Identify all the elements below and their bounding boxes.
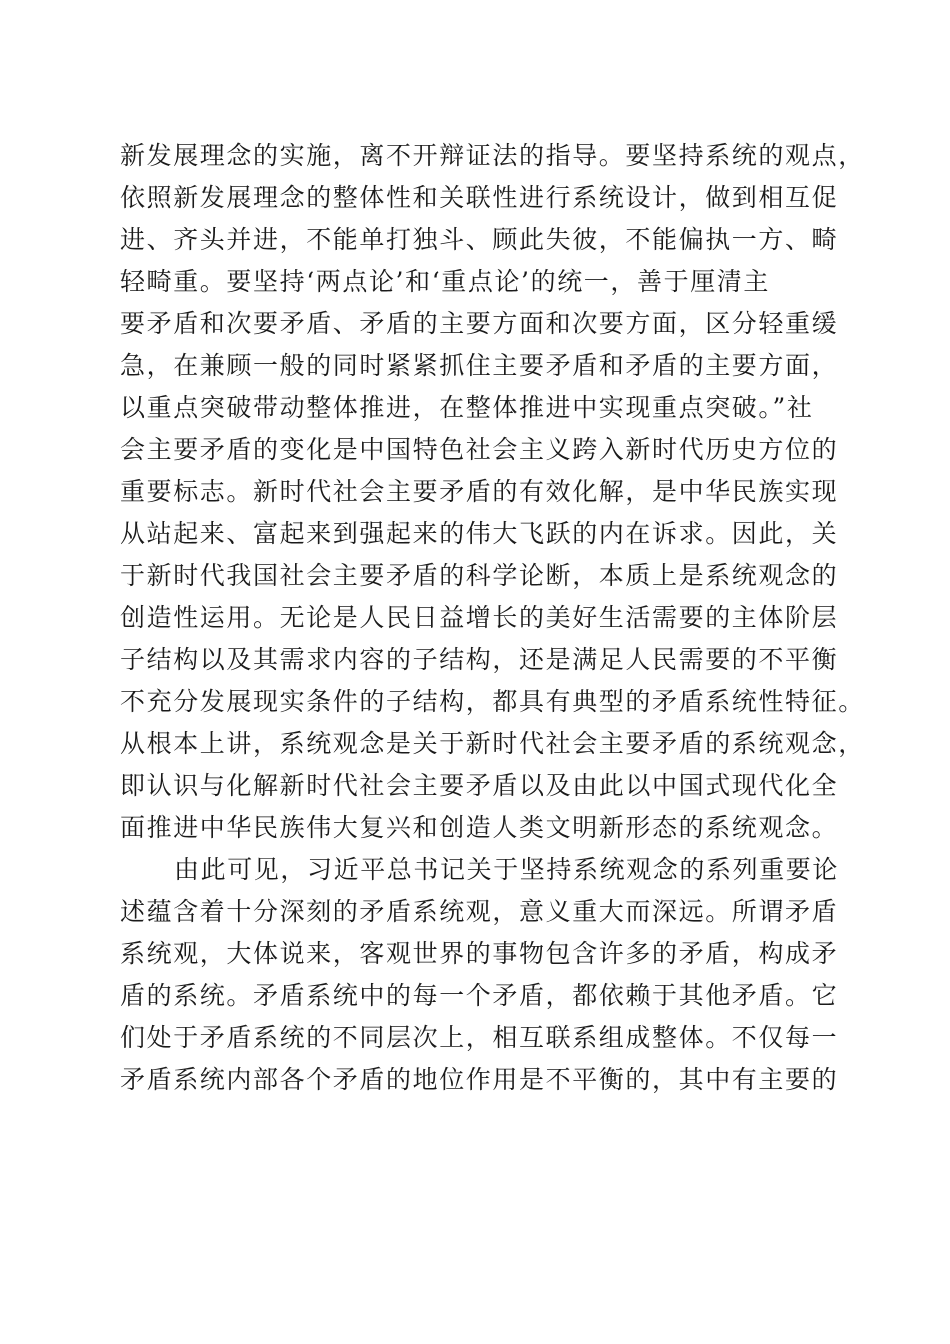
text-line: 不充分发展现实条件的子结构，都具有典型的矛盾系统性特征。 [120,687,865,716]
text-line: 从站起来、富起来到强起来的伟大飞跃的内在诉求。因此，关 [120,519,839,548]
text-line: 以重点突破带动整体推进，在整体推进中实现重点突破。”社 [120,393,814,422]
text-line: 会主要矛盾的变化是中国特色社会主义跨入新时代历史方位的 [120,435,839,464]
text-line: 盾的系统。矛盾系统中的每一个矛盾，都依赖于其他矛盾。它 [120,981,839,1010]
text-line: 即认识与化解新时代社会主要矛盾以及由此以中国式现代化全 [120,771,839,800]
text-line: 重要标志。新时代社会主要矛盾的有效化解，是中华民族实现 [120,477,839,506]
text-line: 从根本上讲，系统观念是关于新时代社会主要矛盾的系统观念， [120,729,865,758]
text-line: 新发展理念的实施，离不开辩证法的指导。要坚持系统的观点， [120,141,865,170]
text-line: 矛盾系统内部各个矛盾的地位作用是不平衡的，其中有主要的 [120,1065,839,1094]
text-line: 子结构以及其需求内容的子结构，还是满足人民需要的不平衡 [120,645,839,674]
body-text [120,135,865,1101]
text-line: 急，在兼顾一般的同时紧紧抓住主要矛盾和矛盾的主要方面， [120,351,839,380]
text-line: 依照新发展理念的整体性和关联性进行系统设计，做到相互促 [120,183,839,212]
text-line: 轻畸重。要坚持‘两点论’和‘重点论’的统一，善于厘清主 [120,267,770,296]
text-line: 要矛盾和次要矛盾、矛盾的主要方面和次要方面，区分轻重缓 [120,309,839,338]
text-line: 进、齐头并进，不能单打独斗、顾此失彼，不能偏执一方、畸 [120,225,839,254]
text-line: 述蕴含着十分深刻的矛盾系统观，意义重大而深远。所谓矛盾 [120,897,839,926]
text-line: 们处于矛盾系统的不同层次上，相互联系组成整体。不仅每一 [120,1023,839,1052]
text-line: 面推进中华民族伟大复兴和创造人类文明新形态的系统观念。 [120,813,839,842]
paragraph-first-line: 由此可见，习近平总书记关于坚持系统观念的系列重要论 [174,855,840,884]
text-line: 系统观，大体说来，客观世界的事物包含许多的矛盾，构成矛 [120,939,839,968]
text-line: 于新时代我国社会主要矛盾的科学论断，本质上是系统观念的 [120,561,839,590]
text-line: 创造性运用。无论是人民日益增长的美好生活需要的主体阶层 [120,603,839,632]
